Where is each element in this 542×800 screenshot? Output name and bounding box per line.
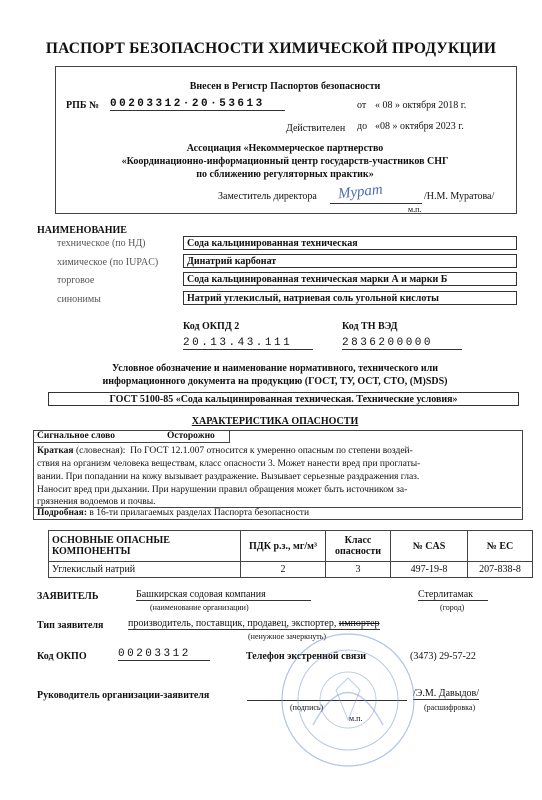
valid-label: Действителен	[286, 123, 346, 134]
tnved-value: 2836200000	[342, 337, 462, 350]
association-line-1: Ассоциация «Некоммерческое партнерство	[186, 143, 384, 154]
okpo-value: 00203312	[118, 648, 210, 661]
tnved-label: Код ТН ВЭД	[342, 321, 398, 332]
applicant-city: Стерлитамак	[418, 589, 488, 601]
head-label: Руководитель организации-заявителя	[37, 690, 210, 701]
naming-label-technical: техническое (по НД)	[57, 238, 146, 249]
header-pdk: ПДК р.з., мг/м³	[241, 531, 326, 562]
header-ec: № ЕС	[468, 531, 533, 562]
hazard-heading: ХАРАКТЕРИСТИКА ОПАСНОСТИ	[191, 416, 359, 427]
brief-sub: (словесная):	[75, 446, 126, 456]
signal-label: Сигнальное слово	[37, 431, 115, 441]
brief-line-2: ствия на организм человека веществам, класс опасности 3. Может нанести вред при проглаты-	[37, 459, 421, 469]
normdoc-caption-line-2: информационного документа на продукцию (ГОСТ, ТУ, ОСТ, СТО, (M)SDS)	[102, 376, 448, 387]
naming-label-chemical: химическое (по IUPAC)	[57, 257, 159, 268]
applicant-name-caption: (наименование организации)	[150, 603, 249, 612]
applicant-type-label: Тип заявителя	[37, 620, 104, 631]
head-decode-caption: (расшифровка)	[424, 703, 476, 712]
component-cas: 497-19-8	[391, 562, 468, 578]
applicant-name: Башкирская содовая компания	[136, 589, 311, 601]
applicant-mp: м.п.	[349, 714, 363, 723]
registry-mp: м.п.	[408, 205, 422, 214]
company-seal-stamp	[278, 630, 418, 770]
component-pdk: 2	[241, 562, 326, 578]
phone-label: Телефон экстренной связи	[246, 651, 367, 662]
components-table	[48, 530, 533, 578]
header-class: Класс опасности	[326, 531, 391, 562]
naming-label-trade: торговое	[57, 275, 95, 286]
naming-value-chemical: Динатрий карбонат	[183, 254, 517, 268]
brief-line-3: вании. При попадании на кожу вызывает раздражение. Вызывает серьезные раздражения глаз.	[37, 472, 420, 482]
component-name: Углекислый натрий	[49, 562, 241, 578]
naming-heading: НАИМЕНОВАНИЕ	[37, 225, 127, 236]
component-ec: 207-838-8	[468, 562, 533, 578]
brief-line-4: Наносит вред при дыхании. При нарушении правил обращения может быть источником за-	[37, 485, 408, 495]
brief-line-5: грязнения водоемов и почвы.	[37, 497, 156, 507]
until-label: до	[357, 121, 368, 132]
from-label: от	[357, 100, 367, 111]
document-title: ПАСПОРТ БЕЗОПАСНОСТИ ХИМИЧЕСКОЙ ПРОДУКЦИИ	[45, 40, 497, 57]
head-sign-caption: (подпись)	[290, 703, 324, 712]
naming-value-technical: Сода кальцинированная техническая	[183, 236, 517, 250]
association-line-2: «Координационно-информационный центр государств-участников СНГ	[121, 156, 449, 167]
phone-value: (3473) 29-57-22	[410, 651, 476, 662]
registry-heading: Внесен в Регистр Паспортов безопасности	[189, 81, 381, 92]
deputy-signature: Мурат	[337, 181, 384, 203]
deputy-signature-line	[330, 203, 422, 204]
applicant-city-caption: (город)	[440, 603, 465, 612]
okpo-label: Код ОКПО	[37, 651, 87, 662]
naming-value-synonyms: Натрий углекислый, натриевая соль угольной кислоты	[183, 291, 517, 305]
until-date: «08 » октября 2023 г.	[375, 121, 464, 132]
naming-value-trade: Сода кальцинированная техническая марки А и марки Б	[183, 272, 517, 286]
naming-label-synonyms: синонимы	[57, 294, 101, 305]
brief-line-1: По ГОСТ 12.1.007 относится к умеренно опасным по степени воздей-	[130, 446, 413, 456]
normdoc-caption-line-1: Условное обозначение и наименование нормативного, технического или	[111, 363, 438, 374]
deputy-name: /Н.М. Муратова/	[424, 191, 495, 202]
from-date: « 08 » октября 2018 г.	[375, 100, 467, 111]
signal-value: Осторожно	[167, 431, 215, 441]
applicant-type-caption: (ненужное зачеркнуть)	[248, 632, 327, 641]
rpb-label: РПБ №	[66, 100, 100, 111]
head-name: /Э.М. Давыдов/	[413, 688, 480, 699]
components-header-row	[49, 531, 533, 562]
okpd-label: Код ОКПД 2	[183, 321, 240, 332]
detail-label: Подробная:	[37, 508, 87, 518]
component-class: 3	[326, 562, 391, 578]
applicant-type-struck: импортер	[338, 618, 380, 629]
normdoc-value: ГОСТ 5100-85 «Сода кальцинированная техническая. Технические условия»	[48, 392, 519, 406]
association-line-3: по сближению регуляторных практик»	[196, 169, 374, 180]
applicant-type-value: производитель, поставщик, продавец, экспортер,	[128, 618, 337, 629]
okpd-value: 20.13.43.111	[183, 337, 313, 350]
deputy-label: Заместитель директора	[218, 191, 317, 202]
rpb-number: 00203312·20·53613	[110, 98, 285, 111]
table-row	[49, 562, 533, 578]
brief-label: Краткая	[37, 446, 74, 456]
header-components: ОСНОВНЫЕ ОПАСНЫЕ КОМПОНЕНТЫ	[49, 531, 241, 562]
applicant-label: ЗАЯВИТЕЛЬ	[37, 591, 99, 602]
detail-value: в 16-ти прилагаемых разделах Паспорта безопасности	[89, 508, 310, 518]
header-cas: № CAS	[391, 531, 468, 562]
